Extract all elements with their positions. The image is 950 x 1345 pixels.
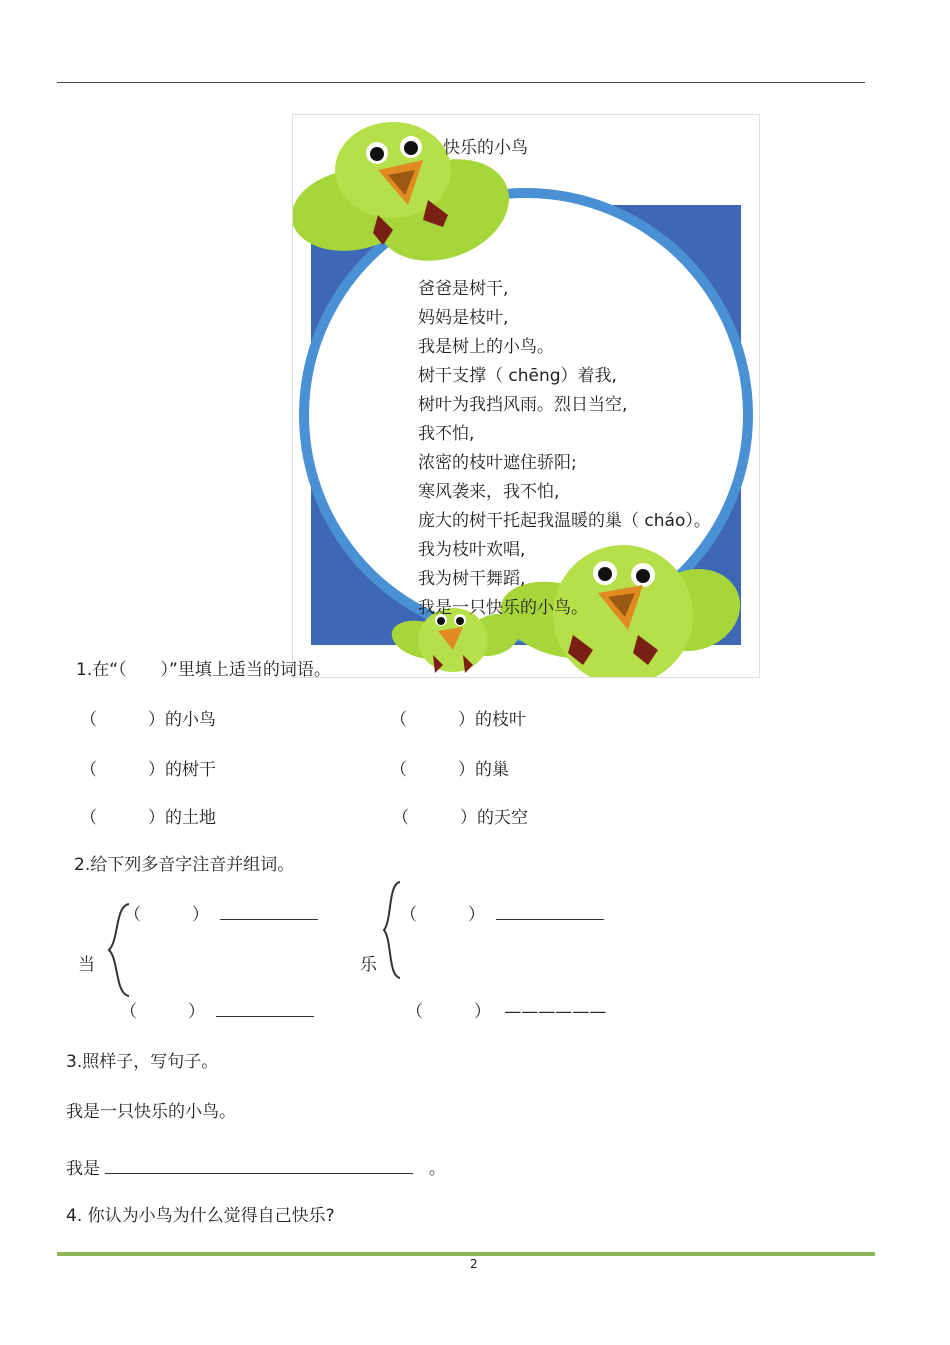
sentence-blank[interactable] [105, 1159, 413, 1174]
q3-fill-line [66, 1154, 446, 1179]
page-number: 2 [470, 1257, 478, 1271]
q1-item: （ ）的巢 [390, 760, 509, 780]
top-rule [57, 82, 865, 83]
q1-item: （ ）的土地 [80, 808, 216, 828]
poem-line: 我为枝叶欢唱, [418, 540, 526, 560]
q2-char2-reading-1 [400, 900, 604, 925]
word-blank[interactable] [496, 905, 604, 920]
poem-line: 我为树干舞蹈, [418, 569, 526, 589]
poem-line: 树干支撑（ chēng）着我, [418, 366, 617, 386]
dash-blank[interactable]: —————— [504, 1002, 607, 1022]
q1-item: （ ）的小鸟 [80, 710, 216, 730]
q2-char2-reading-2 [406, 997, 606, 1022]
q1-prompt: 1.在“（ ）”里填上适当的词语。 [76, 660, 331, 680]
pinyin-paren: （ ） [400, 905, 485, 925]
word-blank[interactable] [216, 1002, 314, 1017]
word-blank[interactable] [220, 905, 318, 920]
q2-char1: 当 [78, 955, 95, 975]
poem-line: 庞大的树干托起我温暖的巢（ cháo）。 [418, 511, 711, 531]
pinyin-paren: （ ） [120, 1002, 205, 1022]
poem-line: 我不怕, [418, 424, 475, 444]
poem-body [418, 275, 711, 623]
poem-line: 我是树上的小鸟。 [418, 337, 554, 357]
q2-char1-reading-1 [124, 900, 318, 925]
q2-char1-reading-2 [120, 997, 314, 1022]
q1-item: （ ）的天空 [392, 808, 528, 828]
poem-line: 树叶为我挡风雨。烈日当空, [418, 395, 628, 415]
footer-rule [57, 1252, 875, 1256]
q3-prompt: 3.照样子，写句子。 [66, 1052, 219, 1072]
poem-line: 浓密的枝叶遮住骄阳; [418, 453, 577, 473]
pinyin-paren: （ ） [124, 905, 209, 925]
poem-line: 妈妈是枝叶, [418, 308, 509, 328]
q1-item: （ ）的枝叶 [390, 710, 526, 730]
q1-item: （ ）的树干 [80, 760, 216, 780]
q4-prompt: 4. 你认为小鸟为什么觉得自己快乐? [66, 1206, 335, 1226]
fill-suffix: 。 [428, 1159, 446, 1179]
fill-prefix: 我是 [66, 1159, 100, 1179]
poem-line: 爸爸是树干, [418, 279, 509, 299]
poem-line: 我是一只快乐的小鸟。 [418, 598, 588, 618]
poem-title: 快乐的小鸟 [443, 138, 528, 158]
poem-line: 寒风袭来，我不怕, [418, 482, 560, 502]
left-brace-icon [380, 878, 404, 982]
pinyin-paren: （ ） [406, 1002, 491, 1022]
poem-illustration [292, 114, 760, 678]
q3-example: 我是一只快乐的小鸟。 [66, 1102, 236, 1122]
q2-prompt: 2.给下列多音字注音并组词。 [74, 855, 295, 875]
q2-char2: 乐 [360, 955, 377, 975]
